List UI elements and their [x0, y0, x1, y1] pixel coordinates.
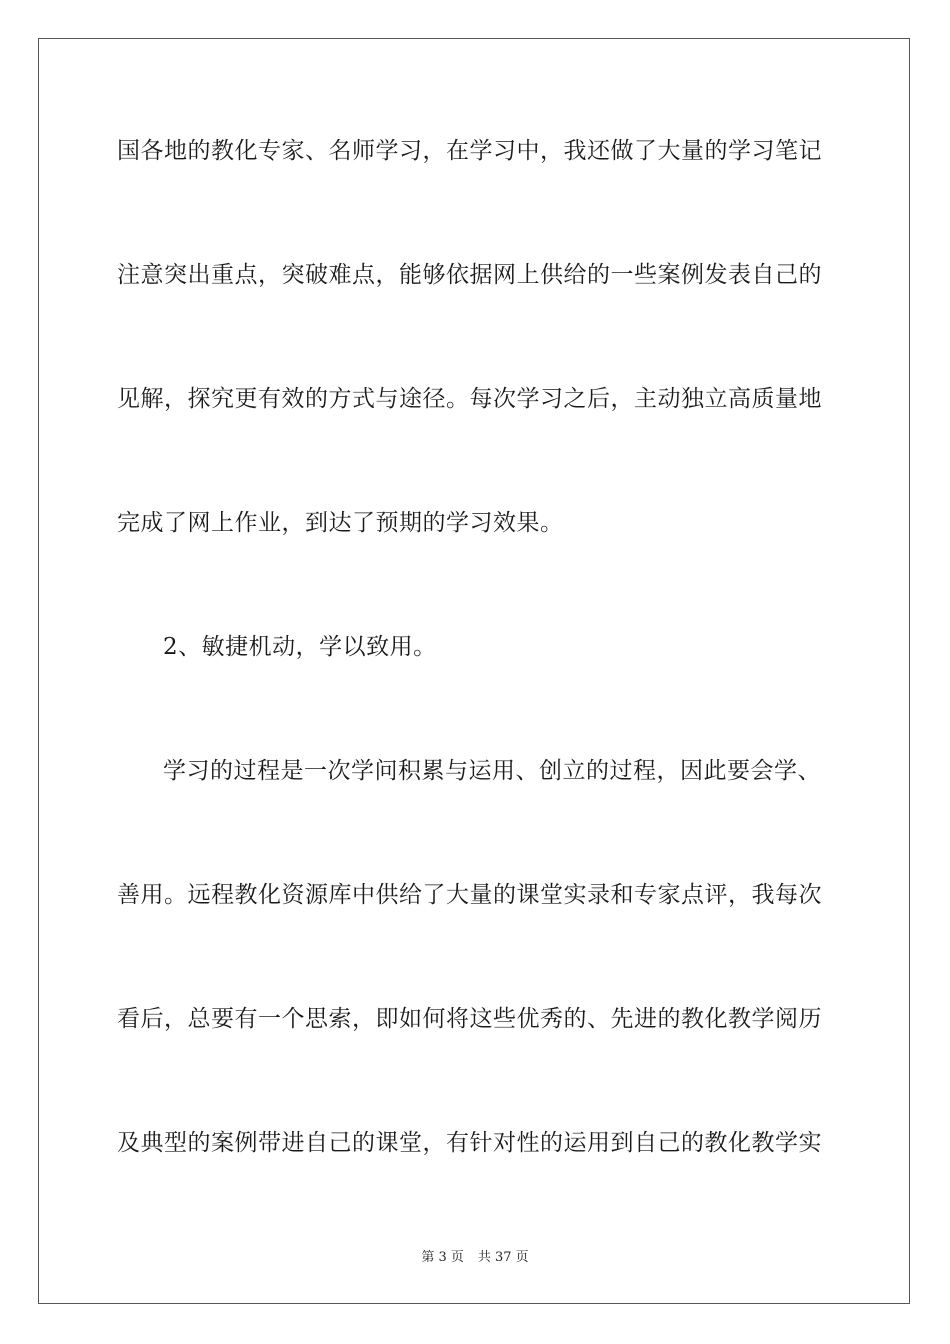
text-line-4: 完成了网上作业，到达了预期的学习效果。	[117, 510, 564, 536]
text-line-1: 国各地的教化专家、名师学习，在学习中，我还做了大量的学习笔记	[117, 138, 822, 164]
text-line-9: 及典型的案例带进自己的课堂，有针对性的运用到自己的教化教学实	[117, 1130, 822, 1156]
text-line-3: 见解，探究更有效的方式与途径。每次学习之后，主动独立高质量地	[117, 386, 822, 412]
text-line-7: 善用。远程教化资源库中供给了大量的课堂实录和专家点评，我每次	[117, 882, 822, 908]
section-heading: 2、敏捷机动，学以致用。	[163, 634, 437, 660]
text-line-6: 学习的过程是一次学问积累与运用、创立的过程，因此要会学、	[163, 758, 821, 784]
page-footer	[0, 1246, 950, 1265]
total-pages: 共 37 页	[477, 1250, 529, 1265]
text-line-2: 注意突出重点，突破难点，能够依据网上供给的一些案例发表自己的	[117, 262, 822, 288]
page-border	[38, 38, 910, 1304]
text-line-8: 看后，总要有一个思索，即如何将这些优秀的、先进的教化教学阅历	[117, 1006, 822, 1032]
page-number: 第 3 页	[421, 1250, 464, 1265]
